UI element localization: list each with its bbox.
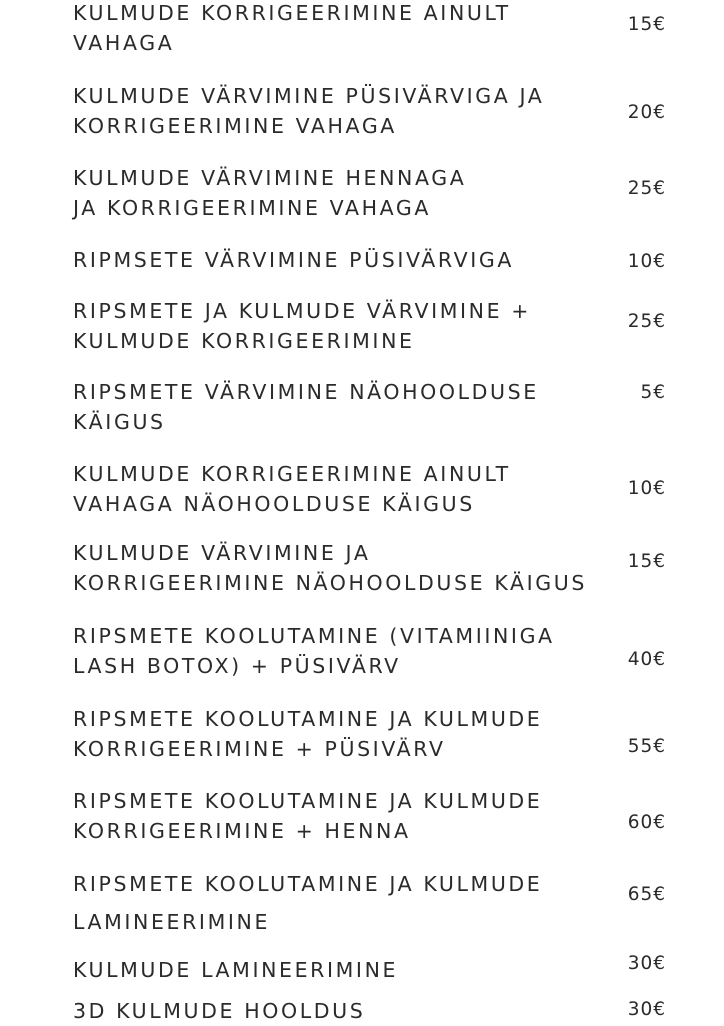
- service-price: 30€: [627, 953, 666, 974]
- service-price: 30€: [627, 999, 666, 1020]
- service-name-line: [73, 377, 587, 407]
- service-name-line: KULMUDE LAMINEERIMINE: [73, 958, 399, 982]
- service-price: 5€: [640, 382, 666, 403]
- service-name: [73, 704, 603, 764]
- service-price: 15€: [627, 551, 666, 572]
- service-price: 10€: [627, 478, 666, 499]
- service-name-line: KORRIGEERIMINE + HENNA: [73, 819, 411, 843]
- service-name-line: KORRIGEERIMINE NÄOHOOLDUSE KÄIGUS: [73, 571, 587, 595]
- service-name-line: KORRIGEERIMINE VAHAGA: [73, 114, 397, 138]
- service-name: [73, 0, 603, 58]
- service-name: [73, 245, 603, 275]
- service-name: [73, 786, 603, 846]
- service-price: 55€: [627, 736, 666, 757]
- service-name-line: LASH BOTOX) + PÜSIVÄRV: [73, 654, 401, 678]
- service-name-line: KULMUDE KORRIGEERIMINE AINULT: [73, 1, 511, 25]
- service-name: [73, 377, 603, 437]
- service-name: [73, 81, 603, 141]
- service-name: [73, 459, 603, 519]
- service-name-line: LAMINEERIMINE: [73, 910, 270, 934]
- service-name-line: RIPMSETE VÄRVIMINE PÜSIVÄRVIGA: [73, 248, 515, 272]
- service-name-line: KÄIGUS: [73, 410, 166, 434]
- service-name-line: VAHAGA: [73, 31, 175, 55]
- service-name-word: RIPSMETE: [73, 380, 196, 404]
- service-name-line: RIPSMETE JA KULMUDE VÄRVIMINE +: [73, 299, 532, 323]
- service-price: 40€: [627, 649, 666, 670]
- service-price: 25€: [627, 178, 666, 199]
- service-name-line: 3D KULMUDE HOOLDUS: [73, 999, 366, 1023]
- service-name-word: NÄOHOOLDUSE: [349, 380, 539, 404]
- service-name-line: KULMUDE KORRIGEERIMINE: [73, 329, 415, 353]
- service-name-line: VAHAGA NÄOHOOLDUSE KÄIGUS: [73, 492, 475, 516]
- service-name: [73, 869, 603, 937]
- service-price: 20€: [627, 102, 666, 123]
- service-name: [73, 296, 603, 356]
- service-name-line: KORRIGEERIMINE + PÜSIVÄRV: [73, 737, 446, 761]
- service-name-line: KULMUDE VÄRVIMINE HENNAGA: [73, 166, 467, 190]
- service-price: 15€: [627, 14, 666, 35]
- service-name-line: KULMUDE KORRIGEERIMINE AINULT: [73, 462, 511, 486]
- service-name: [73, 163, 603, 223]
- service-name: [73, 621, 603, 681]
- service-name-line: RIPSMETE KOOLUTAMINE JA KULMUDE: [73, 872, 543, 896]
- service-name-line: RIPSMETE KOOLUTAMINE JA KULMUDE: [73, 789, 543, 813]
- service-price: 25€: [627, 311, 666, 332]
- service-price: 60€: [627, 812, 666, 833]
- service-name-word: VÄRVIMINE: [204, 380, 341, 404]
- service-name-line: RIPSMETE KOOLUTAMINE JA KULMUDE: [73, 707, 543, 731]
- service-price: 65€: [627, 884, 666, 905]
- service-name: [73, 955, 603, 985]
- service-name: [73, 996, 603, 1026]
- service-name-line: JA KORRIGEERIMINE VAHAGA: [73, 196, 431, 220]
- service-name-line: KULMUDE VÄRVIMINE JA: [73, 541, 371, 565]
- service-name-line: KULMUDE VÄRVIMINE PÜSIVÄRVIGA JA: [73, 84, 545, 108]
- service-name: [73, 538, 603, 598]
- service-name-line: RIPSMETE KOOLUTAMINE (VITAMIINIGA: [73, 624, 555, 648]
- service-price: 10€: [627, 251, 666, 272]
